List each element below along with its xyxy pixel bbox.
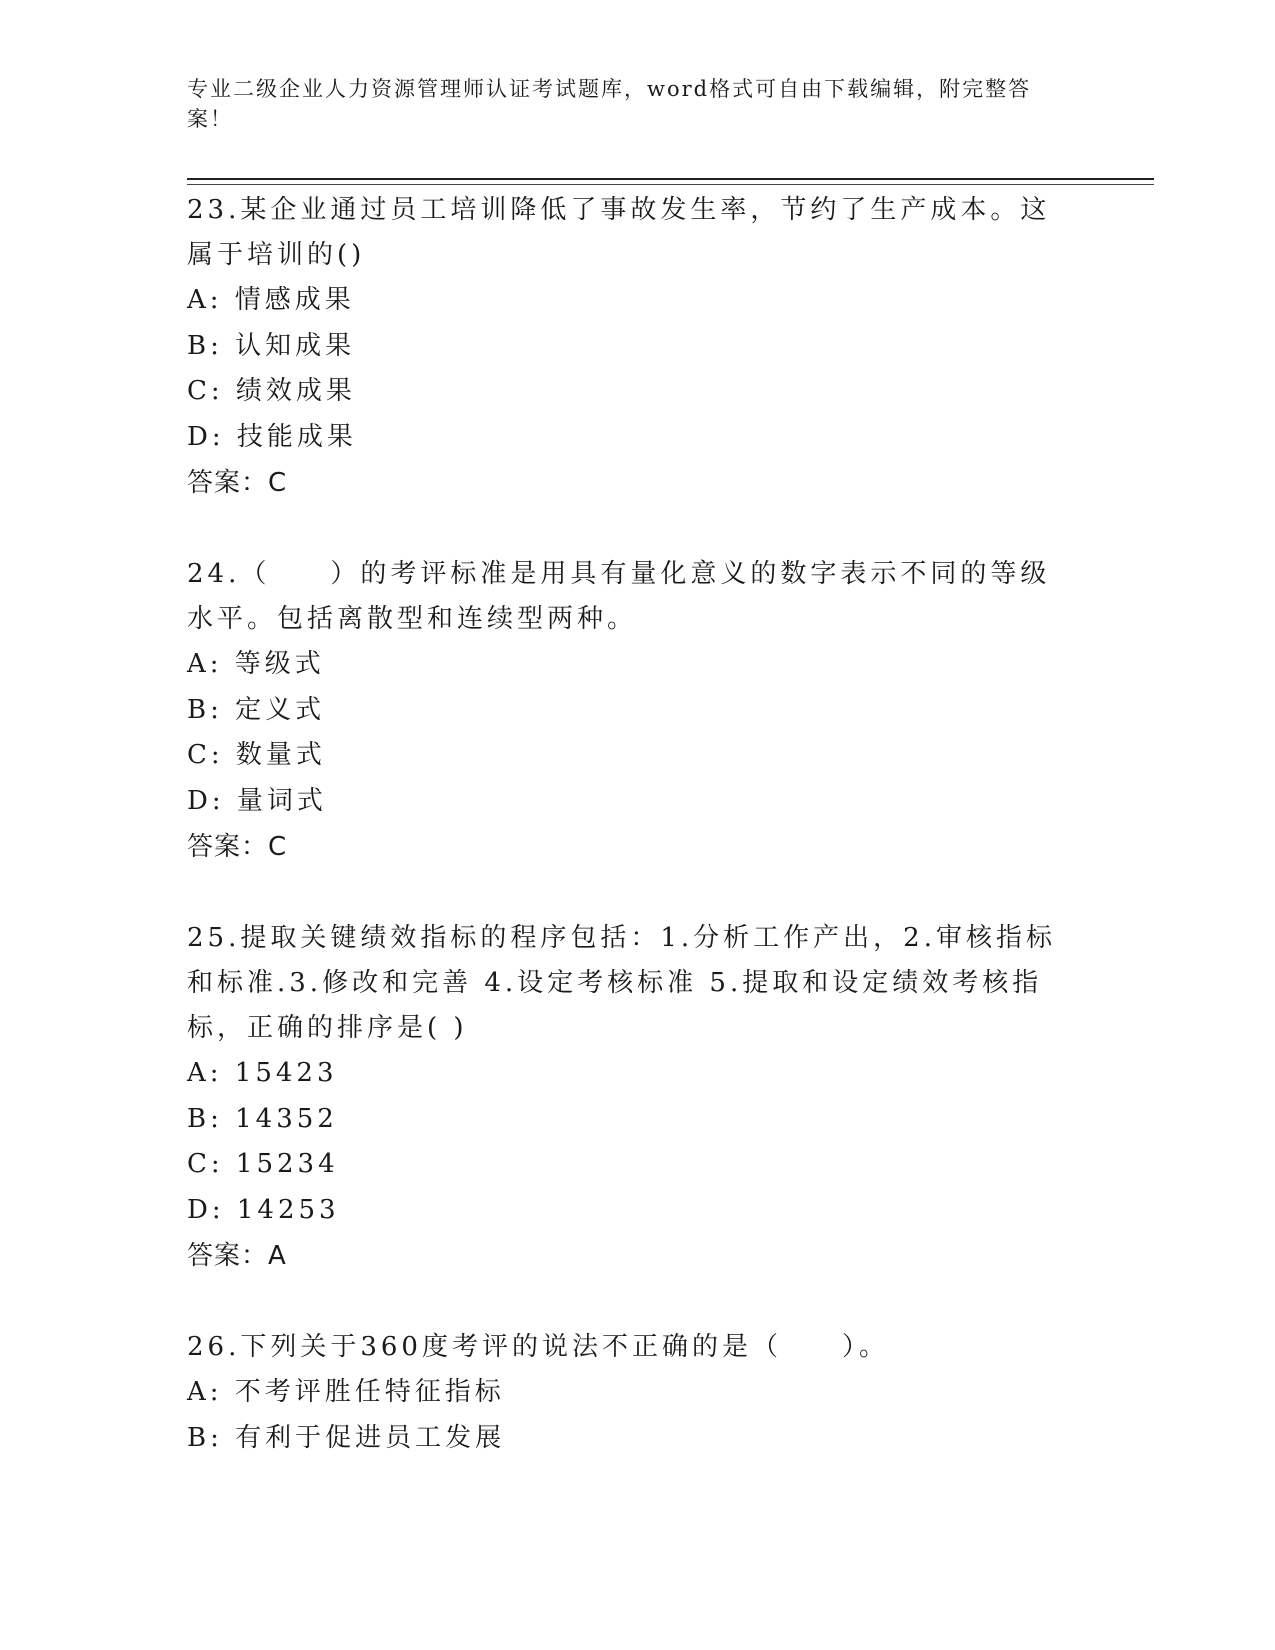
option-a: A: 15423	[187, 1058, 338, 1088]
option-a: A: 等级式	[187, 649, 325, 679]
option-d: D: 技能成果	[187, 421, 357, 452]
header-divider-thin	[187, 184, 1154, 185]
question-24	[187, 552, 1087, 870]
document-header: 专业二级企业人力资源管理师认证考试题库，word格式可自由下载编辑，附完整答案！	[187, 77, 1032, 131]
question-stem: 25.提取关键绩效指标的程序包括：1.分析工作产出，2.审核指标和标准.3.修改和完善 4.设定考核标准 5.提取和设定绩效考核指标，正确的排序是( )	[187, 923, 1056, 1043]
option-b: B: 定义式	[187, 694, 326, 725]
option-c: C: 绩效成果	[187, 376, 356, 406]
option-d: D: 14253	[187, 1194, 340, 1225]
question-23	[187, 188, 1087, 506]
answer-line: 答案：A	[187, 1241, 287, 1271]
question-stem: 26.下列关于360度考评的说法不正确的是（ ）。	[187, 1332, 889, 1362]
header-divider-thick	[187, 178, 1154, 180]
question-stem: 23.某企业通过员工培训降低了事故发生率，节约了生产成本。这属于培训的()	[187, 195, 1051, 270]
question-list	[187, 188, 1087, 1461]
question-25	[187, 916, 1087, 1279]
option-a: A: 情感成果	[187, 285, 355, 315]
question-stem: 24.（ ）的考评标准是用具有量化意义的数字表示不同的等级水平。包括离散型和连续型两种。	[187, 559, 1051, 634]
option-d: D: 量词式	[187, 785, 327, 816]
option-c: C: 15234	[187, 1149, 339, 1179]
option-a: A: 不考评胜任特征指标	[187, 1377, 505, 1407]
question-26	[187, 1325, 1087, 1461]
option-b: B: 14352	[187, 1103, 338, 1134]
answer-line: 答案：C	[187, 832, 288, 862]
option-b: B: 认知成果	[187, 330, 356, 361]
option-b: B: 有利于促进员工发展	[187, 1422, 506, 1453]
answer-line: 答案：C	[187, 468, 288, 498]
option-c: C: 数量式	[187, 740, 326, 770]
